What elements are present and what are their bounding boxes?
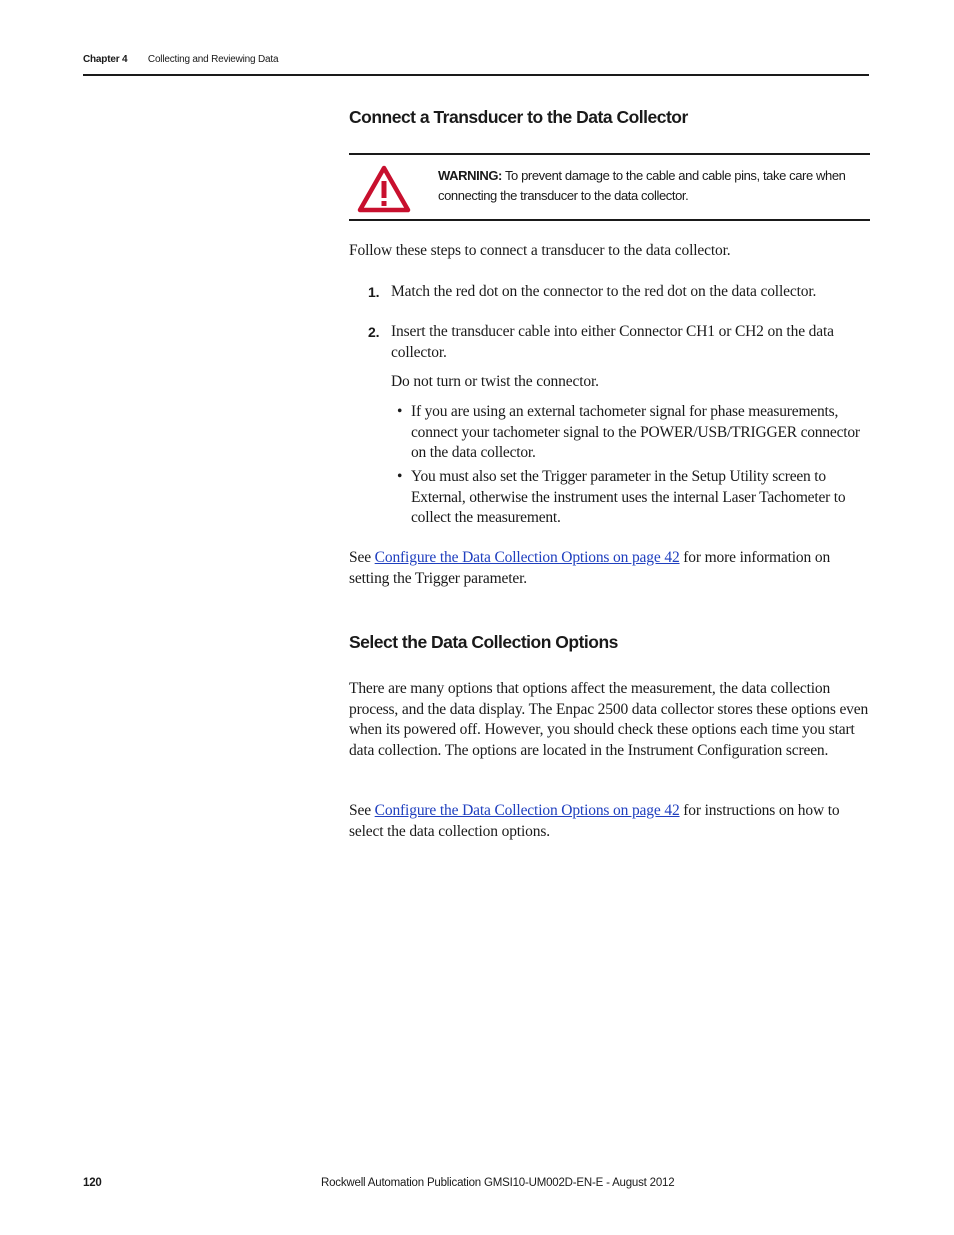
bullet-icon: • (397, 403, 403, 420)
chapter-label: Chapter 4 (83, 54, 128, 65)
configure-options-link-2[interactable]: Configure the Data Collection Options on page 42 (374, 802, 680, 819)
publication-info: Rockwell Automation Publication GMSI10-UM002D-EN-E - August 2012 (321, 1177, 675, 1189)
running-header (83, 54, 278, 65)
warning-label: WARNING: (438, 168, 502, 183)
see-prefix: See (349, 802, 375, 819)
warning-text (438, 166, 863, 206)
section-title-select-options: Select the Data Collection Options (349, 632, 618, 652)
see-also-paragraph-2 (349, 801, 869, 842)
bullet-text: If you are using an external tachometer signal for phase measurements, connect your tachometer signal to the POWER/USB/TRIGGER connector on the data collector. (411, 403, 860, 461)
bullet-icon: • (397, 468, 403, 485)
options-paragraph: There are many options that options affect the measurement, the data collection process, and the data display. The Enpac 2500 data collector stores these options even when its powered off. However, you should check these options each time you start data collection. The options are located in the Instrument Configuration screen. (349, 680, 869, 759)
see-suffix: for more information on setting the Trigger parameter. (349, 549, 831, 587)
bullet-text: You must also set the Trigger parameter in the Setup Utility screen to External, otherwise the instrument uses the internal Laser Tachometer to collect the measurement. (411, 468, 846, 526)
warning-box (349, 153, 870, 221)
see-also-paragraph (349, 548, 869, 589)
header-rule (83, 74, 869, 76)
step-text: Match the red dot on the connector to the red dot on the data collector. (391, 283, 817, 300)
warning-message: To prevent damage to the cable and cable pins, take care when connecting the transducer to the data collector. (438, 168, 846, 203)
intro-paragraph: Follow these steps to connect a transducer to the data collector. (349, 242, 731, 259)
step-text: Insert the transducer cable into either Connector CH1 or CH2 on the data collector. (391, 323, 834, 361)
step-2-note: Do not turn or twist the connector. (391, 373, 599, 390)
configure-options-link[interactable]: Configure the Data Collection Options on page 42 (374, 549, 680, 566)
chapter-title: Collecting and Reviewing Data (147, 54, 279, 65)
warning-triangle-icon (357, 165, 411, 213)
see-suffix: for instructions on how to select the data collection options. (349, 802, 840, 840)
step-number: 2. (368, 324, 380, 340)
section-title-connect-transducer: Connect a Transducer to the Data Collector (349, 107, 688, 127)
step-number: 1. (368, 284, 380, 300)
see-prefix: See (349, 549, 375, 566)
page-number: 120 (83, 1177, 102, 1189)
